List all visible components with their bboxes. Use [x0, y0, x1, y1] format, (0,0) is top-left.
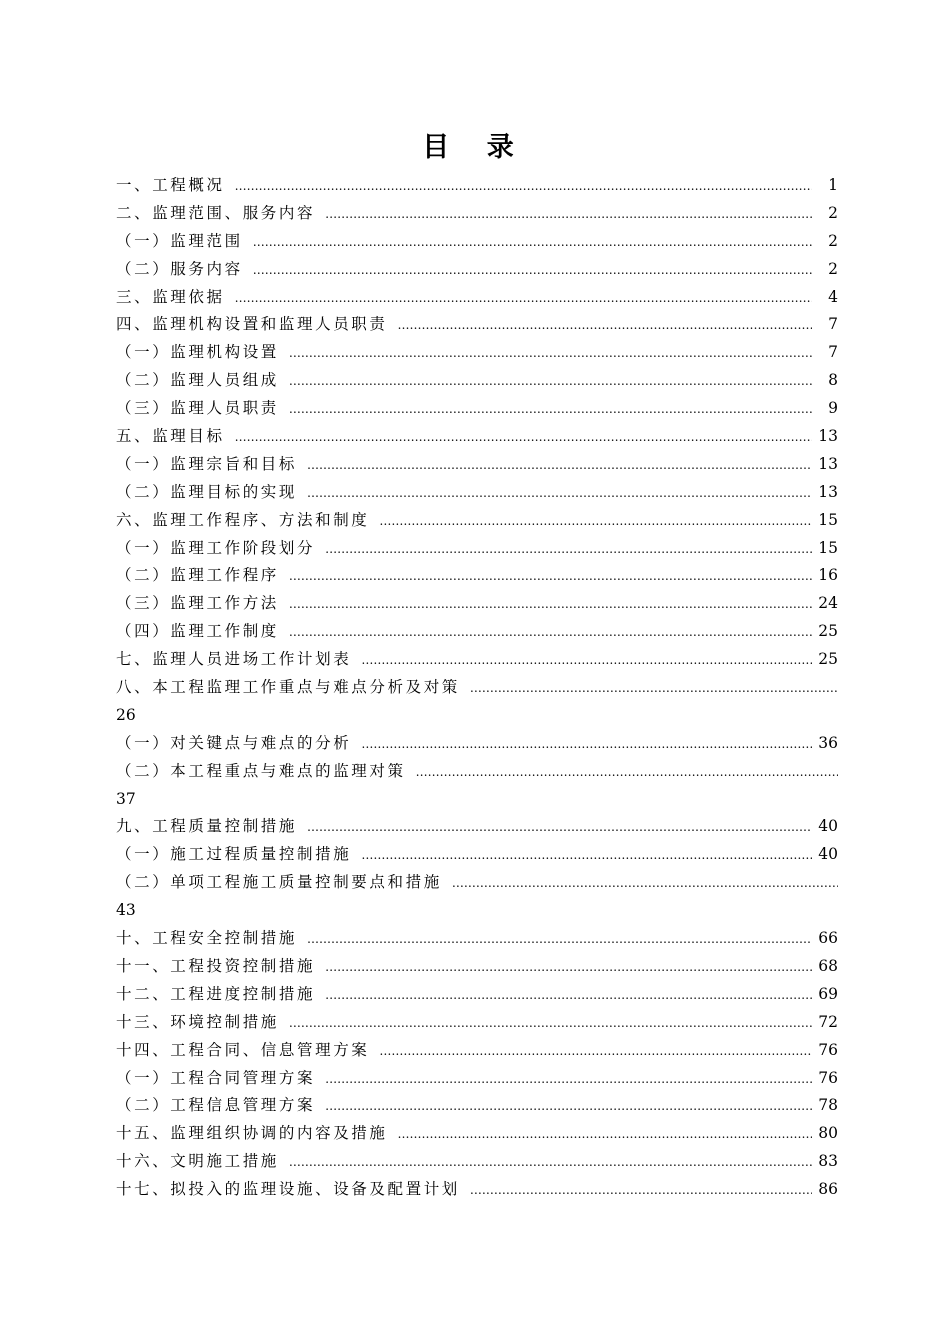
dot-leader	[307, 814, 812, 841]
toc-entry[interactable]	[116, 256, 838, 284]
toc-entry-label: 六、监理工作程序、方法和制度	[116, 510, 370, 529]
toc-entry[interactable]	[116, 981, 838, 1009]
toc-entry-page: 43	[116, 901, 136, 920]
dot-leader	[307, 452, 812, 479]
toc-entry[interactable]	[116, 1148, 838, 1176]
dot-leader	[361, 842, 812, 869]
toc-entry-page: 80	[818, 1124, 838, 1143]
toc-entry-page: 25	[818, 622, 838, 641]
toc-entry-page: 2	[828, 231, 838, 250]
toc-entry[interactable]	[116, 200, 838, 228]
toc-entry-page: 7	[828, 315, 838, 334]
toc-entry-page: 13	[818, 454, 838, 473]
dot-leader	[416, 759, 838, 786]
toc-entry-label: 十五、监理组织协调的内容及措施	[116, 1124, 388, 1143]
toc-entry-label: （一）施工过程质量控制措施	[116, 845, 352, 864]
toc-entry-label: 八、本工程监理工作重点与难点分析及对策	[116, 678, 460, 697]
table-of-contents	[116, 172, 838, 1204]
toc-entry-page: 86	[818, 1180, 838, 1199]
dot-leader	[289, 619, 812, 646]
toc-entry-label: （四）监理工作制度	[116, 622, 279, 641]
toc-entry-page: 72	[818, 1012, 838, 1031]
dot-leader	[235, 285, 812, 312]
toc-entry-label: 十六、文明施工措施	[116, 1152, 279, 1171]
toc-entry[interactable]	[116, 367, 838, 395]
toc-entry-label: （一）监理机构设置	[116, 343, 279, 362]
toc-entry-page: 66	[818, 929, 838, 948]
toc-entry-label: 十三、环境控制措施	[116, 1012, 279, 1031]
toc-entry-page: 26	[116, 705, 136, 724]
toc-entry[interactable]	[116, 646, 838, 674]
toc-entry-page: 25	[818, 650, 838, 669]
dot-leader	[289, 340, 812, 367]
toc-entry-label: （一）工程合同管理方案	[116, 1068, 316, 1087]
toc-entry[interactable]	[116, 813, 838, 841]
toc-entry-page: 13	[818, 482, 838, 501]
toc-entry[interactable]	[116, 869, 838, 897]
toc-entry-label: 十、工程安全控制措施	[116, 929, 298, 948]
dot-leader	[470, 1177, 812, 1204]
toc-entry[interactable]	[116, 339, 838, 367]
dot-leader	[325, 201, 812, 228]
toc-entry-page: 40	[818, 817, 838, 836]
toc-entry-page: 78	[818, 1096, 838, 1115]
toc-entry-page: 76	[818, 1040, 838, 1059]
toc-entry[interactable]	[116, 841, 838, 869]
dot-leader	[289, 1010, 812, 1037]
toc-entry[interactable]	[116, 479, 838, 507]
dot-leader	[289, 1149, 812, 1176]
toc-entry[interactable]	[116, 730, 838, 758]
dot-leader	[398, 312, 812, 339]
toc-entry-label: （一）监理宗旨和目标	[116, 454, 298, 473]
toc-entry-page: 7	[828, 343, 838, 362]
toc-entry-page: 8	[828, 371, 838, 390]
dot-leader	[325, 536, 812, 563]
toc-entry[interactable]	[116, 1037, 838, 1065]
toc-entry-label: （二）工程信息管理方案	[116, 1096, 316, 1115]
toc-entry[interactable]	[116, 535, 838, 563]
toc-entry[interactable]	[116, 953, 838, 981]
dot-leader	[289, 563, 812, 590]
toc-entry-label: 二、监理范围、服务内容	[116, 203, 316, 222]
toc-entry-label: （二）监理人员组成	[116, 371, 279, 390]
toc-entry-label: 十一、工程投资控制措施	[116, 956, 316, 975]
dot-leader	[325, 982, 812, 1009]
dot-leader	[289, 591, 812, 618]
dot-leader	[325, 954, 812, 981]
toc-entry-label: 三、监理依据	[116, 287, 225, 306]
toc-entry-page: 69	[818, 984, 838, 1003]
toc-entry[interactable]	[116, 590, 838, 618]
toc-entry[interactable]	[116, 758, 838, 786]
dot-leader	[253, 257, 812, 284]
dot-leader	[325, 1093, 812, 1120]
dot-leader	[361, 647, 812, 674]
toc-entry-page: 4	[828, 287, 838, 306]
toc-entry[interactable]	[116, 562, 838, 590]
dot-leader	[379, 508, 812, 535]
toc-entry-label: （二）本工程重点与难点的监理对策	[116, 761, 406, 780]
toc-entry-page: 36	[818, 733, 838, 752]
toc-entry[interactable]	[116, 1120, 838, 1148]
toc-entry-page: 2	[828, 259, 838, 278]
toc-entry-label: （二）监理目标的实现	[116, 482, 298, 501]
toc-entry-label: （一）监理范围	[116, 231, 243, 250]
toc-entry-page: 9	[828, 399, 838, 418]
toc-entry-page: 24	[818, 594, 838, 613]
toc-entry-page: 2	[828, 203, 838, 222]
toc-entry-label: 十七、拟投入的监理设施、设备及配置计划	[116, 1180, 460, 1199]
toc-entry-label: 十四、工程合同、信息管理方案	[116, 1040, 370, 1059]
toc-entry-page: 15	[818, 510, 838, 529]
dot-leader	[253, 229, 812, 256]
toc-entry-page: 83	[818, 1152, 838, 1171]
toc-entry[interactable]	[116, 284, 838, 312]
toc-entry-label: （一）监理工作阶段划分	[116, 538, 316, 557]
dot-leader	[289, 368, 812, 395]
toc-entry-label: （一）对关键点与难点的分析	[116, 733, 352, 752]
toc-entry[interactable]	[116, 1092, 838, 1120]
dot-leader	[470, 675, 838, 702]
toc-entry-page: 1	[828, 176, 838, 194]
toc-entry[interactable]	[116, 395, 838, 423]
toc-entry-label: （二）服务内容	[116, 259, 243, 278]
dot-leader	[398, 1121, 812, 1148]
toc-entry[interactable]	[116, 674, 838, 702]
toc-entry-page: 37	[116, 789, 136, 808]
toc-entry-label: 九、工程质量控制措施	[116, 817, 298, 836]
toc-entry-page: 76	[818, 1068, 838, 1087]
toc-entry[interactable]	[116, 925, 838, 953]
dot-leader	[325, 1066, 812, 1093]
toc-entry-label: （三）监理工作方法	[116, 594, 279, 613]
toc-entry[interactable]	[116, 228, 838, 256]
dot-leader	[289, 396, 812, 423]
dot-leader	[379, 1038, 812, 1065]
toc-entry[interactable]	[116, 1176, 838, 1204]
toc-entry[interactable]	[116, 423, 838, 451]
toc-entry[interactable]	[116, 311, 838, 339]
toc-entry[interactable]	[116, 1009, 838, 1037]
toc-entry-label: 七、监理人员进场工作计划表	[116, 650, 352, 669]
toc-entry-label: 一、工程概况	[116, 176, 225, 194]
dot-leader	[307, 926, 812, 953]
toc-entry[interactable]	[116, 507, 838, 535]
toc-entry-label: （二）监理工作程序	[116, 566, 279, 585]
toc-entry-page: 40	[818, 845, 838, 864]
toc-entry[interactable]	[116, 618, 838, 646]
toc-entry-label: （三）监理人员职责	[116, 399, 279, 418]
toc-entry-label: （二）单项工程施工质量控制要点和措施	[116, 873, 442, 892]
toc-entry-page: 15	[818, 538, 838, 557]
toc-entry[interactable]	[116, 451, 838, 479]
toc-entry-page: 16	[818, 566, 838, 585]
toc-entry-page: 68	[818, 956, 838, 975]
dot-leader	[235, 424, 812, 451]
toc-entry[interactable]	[116, 1065, 838, 1093]
toc-entry[interactable]	[116, 172, 838, 200]
toc-entry-label: 四、监理机构设置和监理人员职责	[116, 315, 388, 334]
dot-leader	[235, 173, 812, 200]
dot-leader	[307, 480, 812, 507]
toc-entry-label: 十二、工程进度控制措施	[116, 984, 316, 1003]
dot-leader	[361, 731, 812, 758]
toc-entry-label: 五、监理目标	[116, 427, 225, 446]
page-title: 目 录	[422, 132, 528, 163]
dot-leader	[452, 870, 838, 897]
toc-entry-page: 13	[818, 427, 838, 446]
